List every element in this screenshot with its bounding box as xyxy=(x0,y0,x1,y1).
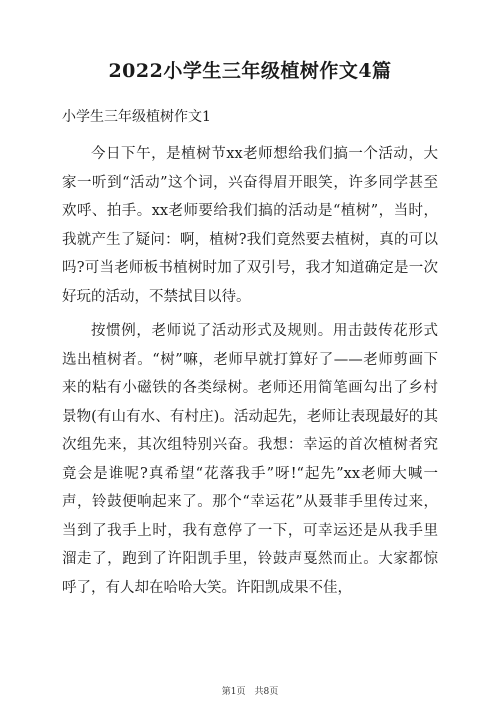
document-body xyxy=(62,140,438,608)
paragraph: 按惯例，老师说了活动形式及规则。用击鼓传花形式选出植树者。“树”嘛，老师早就打算好了——老师剪画下来的粘有小磁铁的各类绿树。老师还用简笔画勾出了乡村景物(有山有水、有村庄)。活动起先，老师让表现最好的其次组先来，其次组特别兴奋。我想：幸运的首次植树者究竟会是谁呢?真希望“花落我手”呀!“起先”xx老师大喊一声，铃鼓便响起来了。那个“幸运花”从聂菲手里传过来，当到了我手上时，我有意停了一下，可幸运还是从我手里溜走了，跑到了许阳凯手里，铃鼓声戛然而止。大家都惊呼了，有人却在哈哈大笑。许阳凯成果不佳， xyxy=(62,323,438,596)
document-title: 2022小学生三年级植树作文4篇 xyxy=(108,60,392,82)
page-footer: 第1页 共8页 xyxy=(221,687,279,697)
section-subtitle: 小学生三年级植树作文1 xyxy=(62,109,211,125)
paragraph: 今日下午，是植树节xx老师想给我们搞一个活动，大家一听到“活动”这个词，兴奋得眉开眼笑，许多同学甚至欢呼、拍手。xx老师要给我们搞的活动是“植树”，当时，我就产生了疑问：啊，植树?我们竟然要去植树，真的可以吗?可当老师板书植树时加了双引号，我才知道确定是一次好玩的活动，不禁拭目以待。 xyxy=(62,146,438,305)
